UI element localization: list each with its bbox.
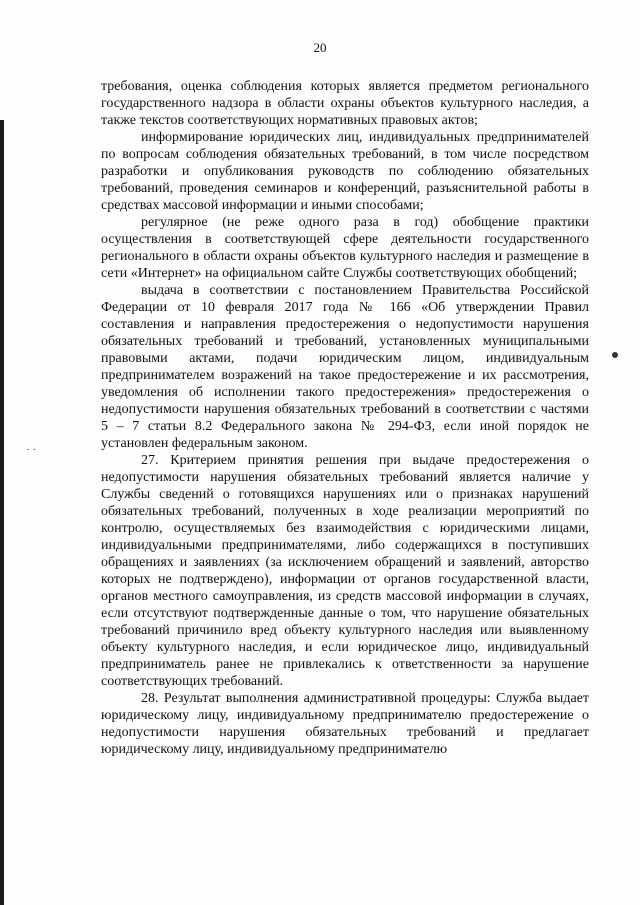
paragraph-28: 28. Результат выполнения административной процедуры: Служба выдает юридическому лицу, индивидуальному предпринимателю предостережение о недопустимости нарушения обязательных требований и предлагает юридическому лицу, индивидуальному предпринимателю (101, 691, 589, 757)
scan-artifact-right (612, 352, 618, 358)
paragraph-4: выдача в соответствии с постановлением Правительства Российской Федерации от 10 февраля 2017 года № 166 «Об утверждении Правил составления и направления предостережения о недопустимости нарушения обязательных требований и требований, установленных муниципальными правовыми актами, подачи юридическим лицом, индивидуальным предпринимателем возражений на такое предостережение и их рассмотрения, уведомления об исполнении такого предостережения» предостережения о недопустимости нарушения обязательных требований в соответствии с частями 5 – 7 статьи 8.2 Федерального закона № 294-ФЗ, если иной порядок не установлен федеральным законом. (101, 283, 589, 451)
paragraph-2: информирование юридических лиц, индивидуальных предпринимателей по вопросам соблюдения обязательных требований, в том числе посредством разработки и опубликования руководств по соблюдению обязательных требований, проведения семинаров и конференций, разъяснительной работы в средствах массовой информации и иными способами; (101, 130, 589, 213)
paragraph-27: 27. Критерием принятия решения при выдаче предостережения о недопустимости нарушения обязательных требований является наличие у Службы сведений о готовящихся нарушениях или о признаках нарушений обязательных требований, полученных в ходе реализации мероприятий по контролю, осуществляемых без взаимодействия с юридическими лицами, индивидуальными предпринимателями, либо содержащихся в поступивших обращениях и заявлениях (за исключением обращений и заявлений, авторство которых не подтверждено), информации от органов государственной власти, органов местного самоуправления, из средств массовой информации в случаях, если отсутствуют подтвержденные данные о том, что нарушение обязательных требований причинило вред объекту культурного наследия или выявленному объекту культурного наследия, и если юридическое лицо, индивидуальный предприниматель ранее не привлекались к ответственности за нарушение соответствующих требований. (101, 453, 589, 689)
paragraph-1: требования, оценка соблюдения которых является предметом регионального государственного надзора в области охраны объектов культурного наследия, а также текстов соответствующих нормативных правовых актов; (101, 79, 589, 128)
scan-edge-shadow (0, 120, 4, 905)
scan-artifact-left: · · (26, 444, 37, 456)
document-body (101, 78, 589, 758)
page-number: 20 (313, 40, 327, 55)
paragraph-3: регулярное (не реже одного раза в год) обобщение практики осуществления в соответствующей сфере деятельности государственного регионального в области охраны объектов культурного наследия и размещение в сети «Интернет» на официальном сайте Службы соответствующих обобщений; (101, 215, 589, 281)
